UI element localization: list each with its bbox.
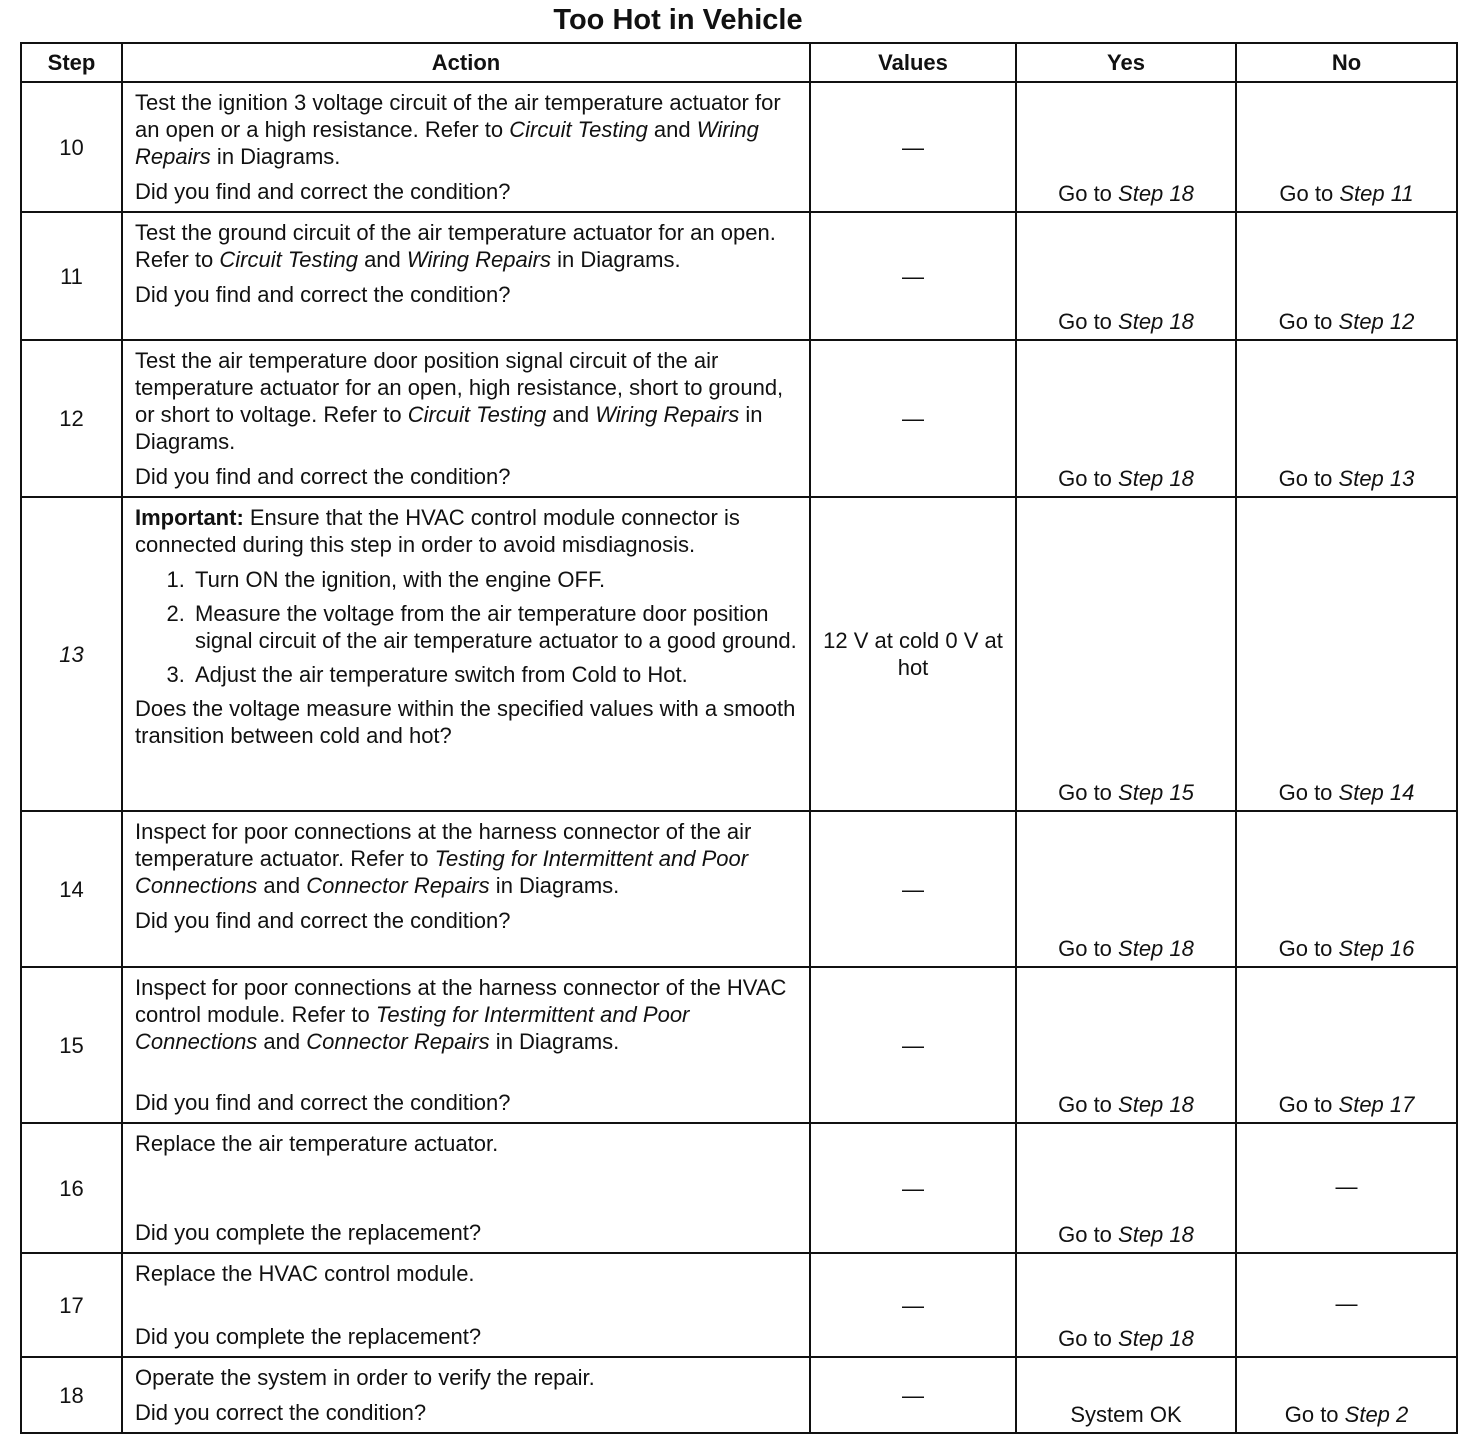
table-row bbox=[21, 1123, 1457, 1253]
step-number: 17 bbox=[21, 1253, 122, 1357]
action-cell bbox=[122, 82, 810, 212]
header-no: No bbox=[1236, 43, 1457, 82]
no-cell: Go to Step 16 bbox=[1236, 811, 1457, 967]
no-cell: Go to Step 12 bbox=[1236, 212, 1457, 340]
action-question: Did you correct the condition? bbox=[135, 1400, 427, 1425]
table-row bbox=[21, 340, 1457, 497]
header-step: Step bbox=[21, 43, 122, 82]
step-number: 13 bbox=[21, 497, 122, 811]
yes-cell: Go to Step 15 bbox=[1016, 497, 1236, 811]
diagnostic-table bbox=[20, 42, 1458, 1434]
step-number: 16 bbox=[21, 1123, 122, 1253]
values-cell: — bbox=[810, 967, 1016, 1123]
action-question: Did you find and correct the condition? bbox=[135, 464, 511, 489]
step-number: 12 bbox=[21, 340, 122, 497]
no-cell: Go to Step 17 bbox=[1236, 967, 1457, 1123]
yes-cell: Go to Step 18 bbox=[1016, 1253, 1236, 1357]
action-text: Test the ignition 3 voltage circuit of the air temperature actuator for an open or a high resistance. Refer to Circuit Testing and Wiring Repairs in Diagrams. bbox=[135, 90, 781, 169]
action-text: Test the ground circuit of the air temperature actuator for an open. Refer to Circuit Testing and Wiring Repairs in Diagrams. bbox=[135, 220, 776, 272]
values-cell: — bbox=[810, 1123, 1016, 1253]
action-text: Inspect for poor connections at the harness connector of the air temperature actuator. Refer to Testing for Intermittent and Poor Connections and Connector Repairs in Diagrams. bbox=[135, 819, 752, 898]
yes-cell: System OK bbox=[1016, 1357, 1236, 1433]
action-cell bbox=[122, 1357, 810, 1433]
step-number: 18 bbox=[21, 1357, 122, 1433]
no-cell: Go to Step 11 bbox=[1236, 82, 1457, 212]
action-cell bbox=[122, 1123, 810, 1253]
list-item: 3. Adjust the air temperature switch from Cold to Hot. bbox=[191, 661, 799, 688]
action-text: Inspect for poor connections at the harness connector of the HVAC control module. Refer to Testing for Intermittent and Poor Connections and Connector Repairs in Diagrams. bbox=[135, 975, 787, 1054]
step-number: 11 bbox=[21, 212, 122, 340]
action-text: Test the air temperature door position signal circuit of the air temperature actuator for an open, high resistance, short to ground, or short to voltage. Refer to Circuit Testing and Wiring Repairs in Diagrams. bbox=[135, 348, 784, 454]
table-row bbox=[21, 212, 1457, 340]
procedure-list bbox=[135, 566, 799, 688]
step-number: 15 bbox=[21, 967, 122, 1123]
table-row bbox=[21, 82, 1457, 212]
yes-cell: Go to Step 18 bbox=[1016, 967, 1236, 1123]
values-cell: — bbox=[810, 212, 1016, 340]
action-text: Operate the system in order to verify the repair. bbox=[135, 1365, 595, 1390]
action-question: Did you complete the replacement? bbox=[135, 1220, 482, 1245]
no-cell: Go to Step 2 bbox=[1236, 1357, 1457, 1433]
yes-cell: Go to Step 18 bbox=[1016, 212, 1236, 340]
header-row bbox=[21, 43, 1457, 82]
table-row bbox=[21, 967, 1457, 1123]
values-cell: — bbox=[810, 811, 1016, 967]
action-cell bbox=[122, 811, 810, 967]
header-values: Values bbox=[810, 43, 1016, 82]
document-title: Too Hot in Vehicle bbox=[553, 4, 803, 36]
yes-cell: Go to Step 18 bbox=[1016, 811, 1236, 967]
list-item: 1. Turn ON the ignition, with the engine OFF. bbox=[191, 566, 799, 593]
action-cell bbox=[122, 340, 810, 497]
values-cell: 12 V at cold 0 V at hot bbox=[810, 497, 1016, 811]
table-row bbox=[21, 1253, 1457, 1357]
no-cell: Go to Step 13 bbox=[1236, 340, 1457, 497]
action-question: Did you complete the replacement? bbox=[135, 1324, 482, 1349]
important-note: Important: Ensure that the HVAC control module connector is connected during this step in order to avoid misdiagnosis. bbox=[135, 505, 740, 557]
step-number: 14 bbox=[21, 811, 122, 967]
action-question: Did you find and correct the condition? bbox=[135, 282, 511, 307]
action-question: Did you find and correct the condition? bbox=[135, 1090, 511, 1115]
action-text: Replace the air temperature actuator. bbox=[135, 1131, 499, 1156]
header-yes: Yes bbox=[1016, 43, 1236, 82]
action-question: Did you find and correct the condition? bbox=[135, 908, 511, 933]
values-cell: — bbox=[810, 1357, 1016, 1433]
values-cell: — bbox=[810, 340, 1016, 497]
action-cell bbox=[122, 497, 810, 811]
yes-cell: Go to Step 18 bbox=[1016, 1123, 1236, 1253]
step-number: 10 bbox=[21, 82, 122, 212]
list-item: 2. Measure the voltage from the air temperature door position signal circuit of the air temperature actuator to a good ground. bbox=[191, 600, 799, 654]
table-row bbox=[21, 497, 1457, 811]
values-cell: — bbox=[810, 82, 1016, 212]
header-action: Action bbox=[122, 43, 810, 82]
no-cell: Go to Step 14 bbox=[1236, 497, 1457, 811]
action-question: Did you find and correct the condition? bbox=[135, 179, 511, 204]
yes-cell: Go to Step 18 bbox=[1016, 340, 1236, 497]
table-row bbox=[21, 1357, 1457, 1433]
action-question: Does the voltage measure within the specified values with a smooth transition between cold and hot? bbox=[135, 696, 796, 748]
action-text: Replace the HVAC control module. bbox=[135, 1261, 475, 1286]
action-cell bbox=[122, 1253, 810, 1357]
no-cell: — bbox=[1236, 1123, 1457, 1253]
yes-cell: Go to Step 18 bbox=[1016, 82, 1236, 212]
table-row bbox=[21, 811, 1457, 967]
no-cell: — bbox=[1236, 1253, 1457, 1357]
action-cell bbox=[122, 967, 810, 1123]
action-cell bbox=[122, 212, 810, 340]
values-cell: — bbox=[810, 1253, 1016, 1357]
